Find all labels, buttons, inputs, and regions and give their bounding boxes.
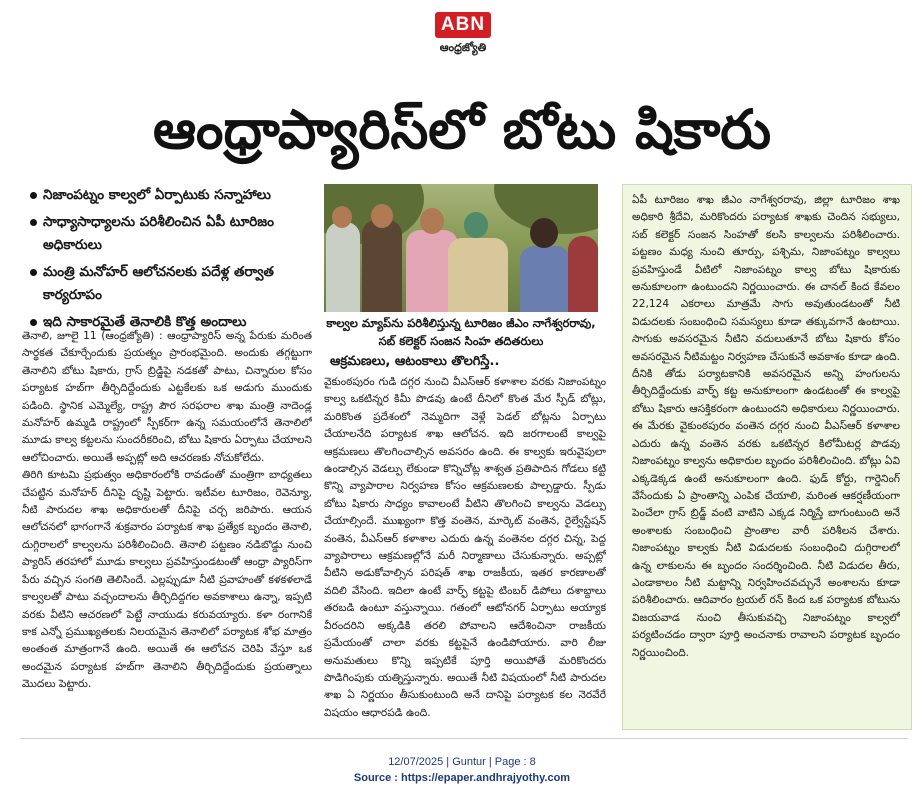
highlight-text: మంత్రి మనోహర్ ఆలోచనలకు పదేళ్ల తర్వాత కార్యరూపం [43,264,274,303]
headline: ఆంధ్రాప్యారిస్‌లో బోటు షికారు [152,98,772,161]
photo-person [568,236,598,312]
paragraph: వైకుంఠపురం గుడి దగ్గర నుంచి వీఎస్ఆర్ కళాశాల వరకు నిజాంపట్నం కాల్వ ఒకటిన్నర కిమీ పొడవు ఉంటే దీనిలో కొంత మేర స్పీడ్ బోట్లు, మరికొంత ప్రదేశంలో నెమ్మదిగా వెళ్లే పెడల్ బోట్లను ఏర్పాటు చేయాలనేది పర్యాటక శాఖ ఆలోచన. ఇది జరగాలంటే కాల్వపై ఆక్రమణలు తొలగించాల్సిన అవసరం ఉంది. ఈ కాల్వకు ఇరువైపులా ఉండాల్సిన వెడల్పు లేకుండా కొన్నిచోట్ల శాశ్వత ప్రతిపాదిన గోడలు కట్టి కొన్ని వ్యాపారాల నిర్వహణ కోసం ఆక్రమణలకు పాల్పడ్డారు. స్పీడు బోటు షికారు సాధ్యం కావాలంటే వీటిని తొలగించి కాల్వను వెడల్పు చేయాల్సిందే. ముఖ్యంగా కొత్త వంతెన, మార్కెట్ వంతెన, రైల్వేస్టేషన్ వంతెన, వీఎస్ఆర్ కళాశాల ఎదురు ఉన్న వంతెనల దగ్గర చిన్న, పెద్ద వ్యాపారాలు ఆక్రమణల్లోనే మరీ నిర్మాణాలు చేసుకున్నారు. అప్పట్లో వీటిని అడుకోవాల్సిన పరిషత్ శాఖ రాజకీయ, ఇతర కారణాలతో వదిలి వేసింది. ఇదిలా ఉంటే వార్ఫ్ కట్టపై టింబర్ డిపోలు దశాబ్దాలు తరబడి ఉంటూ వస్తున్నాయి. గతంలో ఆటోనగర్ ఏర్పాటు అయ్యాక వీరందరిని అక్కడికి తరలి పోవాలని ఆదేశించినా రాజకీయ ప్రమేయంతో చాలా వరకు కట్టపైనే ఉండిపోయారు. వారి లీజు అనుమతులు కొన్ని ఇప్పటికే పూర్తి అయిపోతే మరికొందరు పొడిగింపుకు యత్నిస్తున్నారు. అయితే నీటి విషయంలో నీటి పారుదల శాఖ ఏ నిర్ణయం తీసుకుంటుంది అనే దానిపై పర్యాటక కల నెరవేరే విషయం ఆధారపడి ఉంది. [324,376,606,719]
photo-person [448,238,508,312]
photo-person-cap [464,212,488,238]
source-link[interactable]: Source : https://epaper.andhrajyothy.com [353,772,571,784]
edition-info: 12/07/2025 | Guntur | Page : 8 [388,756,536,768]
photo-person-head [420,208,444,234]
paragraph: ఏపీ టూరిజం శాఖ జీఎం నాగేశ్వరరావు, జిల్లా టూరిజం శాఖ అధికారి శ్రీదేవి, మరికొందరు పర్యాటక శాఖకు చెందిన సభ్యులు, సబ్ కలెక్టర్ సంజన సింహతో కలసి కాల్వలను పరిశీలించారు. పట్టణం మధ్య నుంచి తూర్పు, పశ్చిమ, నిజాంపట్నం కాల్వలు ప్రవహిస్తుండే వీటిలో నిజాంపట్నం కాల్వ బోటు షికారుకు అనుకూలంగా ఉంటుందని నిర్ణయించారు. ఈ చానల్ కింద కేవలం 22,124 ఎకరాలు మాత్రమే సాగు అవుతుండటంతో నీటి విడుదలకు సంబంధించి సమస్యలు కూడా తక్కువగానే ఉంటాయి. సాగుకు అవసరమైన నీటిని వదులుతూనే బోటు షికారు కోసం అవసరమైన నీటిమట్టం నిర్వహణ చేసుకునే అవకాశం కూడా ఉంది. దీనికి తోడు పర్యాటకానికి అవసరమైన అన్ని హంగులను తీర్చిదిద్దేందుకు వార్ఫ్ కట్ట అనుకూలంగా ఉండటంతో ఈ కాల్వపై బోటు షికారు ఆసక్తికరంగా ఉంటుందని అధికారులు నిర్ణయించారు. ఈ మేరకు వైకుంఠపురం వంతెన దగ్గర నుంచి వీఎస్ఆర్ కళాశాల ఎదురు ఉన్న వంతెన వరకు ఒకటిన్నర కిలోమీటర్ల పొడవు నిజాంపట్నం కాల్వను అధికారుల బృందం పరిశీలించింది. బోట్లు ఏవి ఎక్కడెక్కడ ఉంటే అనుకూలంగా ఉంది. ఫుడ్ కోర్టు, గార్డెనింగ్ వేసేందుకు ఏ ప్రాంతాన్ని ఎంపిక చేయాలి, మరింత ఆకర్షణీయంగా పెంచేలా గ్రాస్ బ్రిడ్జ్ వంటి వాటిని ఎక్కడ నిర్మిస్తే బాగుంటుంది అనే అంశాలకు సంబంధించి ప్రాంతాల వారీ పరిశీలన చేశారు. నిజాంపట్నం కాల్వకు నీటి విడుదలకు సంబంధించి దుగ్గిరాలలో ఉన్న లాకులను ఈ బృందం సందర్శించింది. నీటి విడుదల తీరు, ఎండాకాలం నీటి మట్టాన్ని నిర్వహించవచ్చునే అంశాలను కూడా పరిశీలించారు. ఆదివారం ట్రయల్ రన్ కింద ఒక పర్యాటక బోటును విజయవాడ నుంచి తీసుకువచ్చి నిజాంపట్నం కాల్వలో పర్యటించడం ద్వారా పూర్తి అంచనాకు రావాలని పర్యాటక బృందం నిర్ణయించింది. [632,194,900,659]
photo-person-head [332,206,352,228]
photo-person [520,246,570,312]
article-column-2 [324,374,606,728]
photo-person-head [371,204,393,228]
newspaper-name: ఆంధ్రజ్యోతి [439,41,487,54]
footer-divider [20,738,908,739]
article-column-3 [632,192,900,722]
photo-person [362,220,402,312]
highlights-list [20,184,310,338]
photo-caption: కాల్వల మ్యాప్‌ను పరిశీలిస్తున్న టూరిజం జీఎం నాగేశ్వరరావు, సబ్ కలెక్టర్ సంజన సింహ తదితరులు [326,316,596,348]
highlight-text: ఇది సాకారమైతే తెనాలికి కొత్త అందాలు [43,314,247,330]
paragraph: తెనాలి, జూలై 11 (ఆంధ్రజ్యోతి) : ఆంధ్రాప్యారిస్ అన్న పేరుకు మరింత సార్థకత చేకూర్చేందుకు ప్రయత్నం ప్రారంభమైంది. అందుకు తగ్గట్టుగా తెనాలిని బోటు షికారు, గ్రాస్ బ్రిడ్జిపై నడకతో పాటు, చిన్నారుల కోసం పర్యాటక హబ్‌గా తీర్చిదిద్దేందుకు ఎట్టకేలకు ఒక అడుగు ముందుకు పడింది. స్థానిక ఎమ్మెల్యే, రాష్ట్ర పౌర సరఫరాల శాఖ మంత్రి నాదెండ్ల మనోహర్ ఉమ్మడి రాష్ట్రంలో స్పీకర్‌గా ఉన్న సమయంలోనే తెనాలిలో మూడు కాల్వ కట్టలను సుందరీకరించి, బోటు షికారు ఏర్పాటు చేయాలని ఆలోచించారు. అయితే అప్పట్లో అది ఆచరణకు నోచుకోలేదు. [22,330,312,464]
highlight-item [20,184,310,207]
highlight-text: సాధ్యాసాధ్యాలను పరిశీలించిన ఏపీ టూరిజం అధికారులు [43,214,274,253]
highlight-item [20,211,310,257]
article-column-1 [22,328,312,728]
bullet-icon [30,219,37,226]
highlight-item [20,261,310,307]
masthead-logo [426,4,500,66]
article-subhead: ఆక్రమణలు, ఆటంకాలు తొలగిస్తే.. [330,354,500,369]
news-photo [324,184,598,312]
brand-badge: ABN [435,12,491,38]
paragraph: తిరిగి కూటమి ప్రభుత్వం అధికారంలోకి రావడంతో మంత్రిగా బాధ్యతలు చేపట్టిన మనోహర్ దీనిపై దృష్టి పెట్టారు. ఇటీవల టూరిజం, రెవెన్యూ, నీటి పారుదల శాఖ అధికారులతో దీనిపై చర్చ జరిపారు. ఆయన ఆలోచనలో భాగంగానే శుక్రవారం పర్యాటక శాఖ ప్రత్యేక బృందం తెనాలి, దుగ్గిరాలలో కాల్వలను పరిశీలించింది. తెనాలి పట్టణం నడిబొడ్డు నుంచి ప్యారిస్ తరహాలో మూడు కాల్వలు ప్రవహిస్తుండటంతో ఆంధ్రా ప్యారిస్‌గా పేరు వచ్చిన సంగతి తెలిసిందే. ఎల్లప్పుడూ నీటి ప్రవాహంతో కళకళలాడే కాల్వలతో పాటు వచ్చందాలను తీర్చిదిద్దగల అవకాశాలు ఉన్నా, ఇప్పటి వరకు వీటిని ఆచరణలో పెట్టే నాయుడు కరువయ్యారు. కళా రంగానికే కాక ఎన్నో ప్రముఖ్యతలకు నిలయమైన తెనాలిలో పర్యాటక శోభ మాత్రం అంతంత మాత్రంగానే ఉంది. అయితే ఈ ఆలోచన చెరిపి వేస్తూ ఒక అందమైన పర్యాటక హబ్‌గా తెనాలిని తీర్చిదిద్దేందుకు ప్రయత్నాలు మొదలు పెట్టారు. [22,469,312,691]
photo-person [326,222,360,312]
bullet-icon [30,269,37,276]
highlight-text: నిజాంపట్నం కాల్వలో ఏర్పాటుకు సన్నాహాలు [43,187,271,203]
photo-person-head [530,218,558,248]
bullet-icon [30,319,37,326]
bullet-icon [30,192,37,199]
